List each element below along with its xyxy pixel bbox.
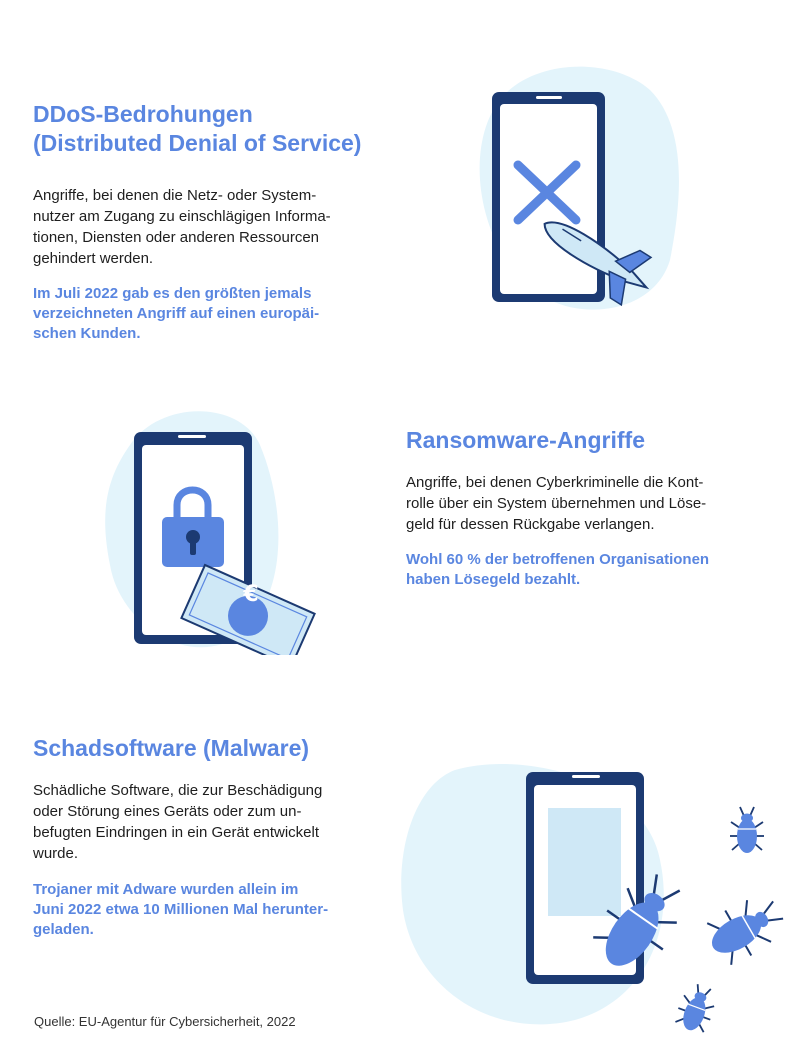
malware-section: [33, 734, 373, 940]
euro-symbol: €: [243, 582, 259, 607]
phone-bugs-icon: [395, 760, 795, 1050]
malware-body: Schädliche Software, die zur Beschädigung oder Störung eines Geräts oder zum un- befugten Eindringen in ein Gerät entwickelt wurde.: [33, 782, 323, 862]
ddos-title: DDoS-Bedrohungen (Distributed Denial of Service): [33, 101, 362, 156]
ddos-highlight: Im Juli 2022 gab es den größten jemals verzeichneten Angriff auf einen europäi- schen Kunden.: [33, 285, 320, 342]
ransomware-section: [406, 426, 746, 590]
phone-x-rocket-icon: [440, 60, 700, 320]
malware-title: Schadsoftware (Malware): [33, 735, 310, 761]
phone-lock-money-icon: [90, 405, 340, 655]
ddos-body: Angriffe, bei denen die Netz- oder System- nutzer am Zugang zu einschlägigen Informa- tionen, Diensten oder anderen Ressourcen gehindert werden.: [33, 187, 331, 267]
ddos-section: [33, 100, 373, 344]
ransomware-title: Ransomware-Angriffe: [406, 427, 645, 453]
source-note: Quelle: EU-Agentur für Cybersicherheit, 2022: [34, 1014, 296, 1029]
malware-highlight: Trojaner mit Adware wurden allein im Juni 2022 etwa 10 Millionen Mal herunter- geladen.: [33, 881, 329, 938]
ransomware-body: Angriffe, bei denen Cyberkriminelle die Kont- rolle über ein System übernehmen und Löse- geld für dessen Rückgabe verlangen.: [406, 474, 707, 533]
ransomware-highlight: Wohl 60 % der betroffenen Organisationen haben Lösegeld bezahlt.: [406, 551, 710, 588]
